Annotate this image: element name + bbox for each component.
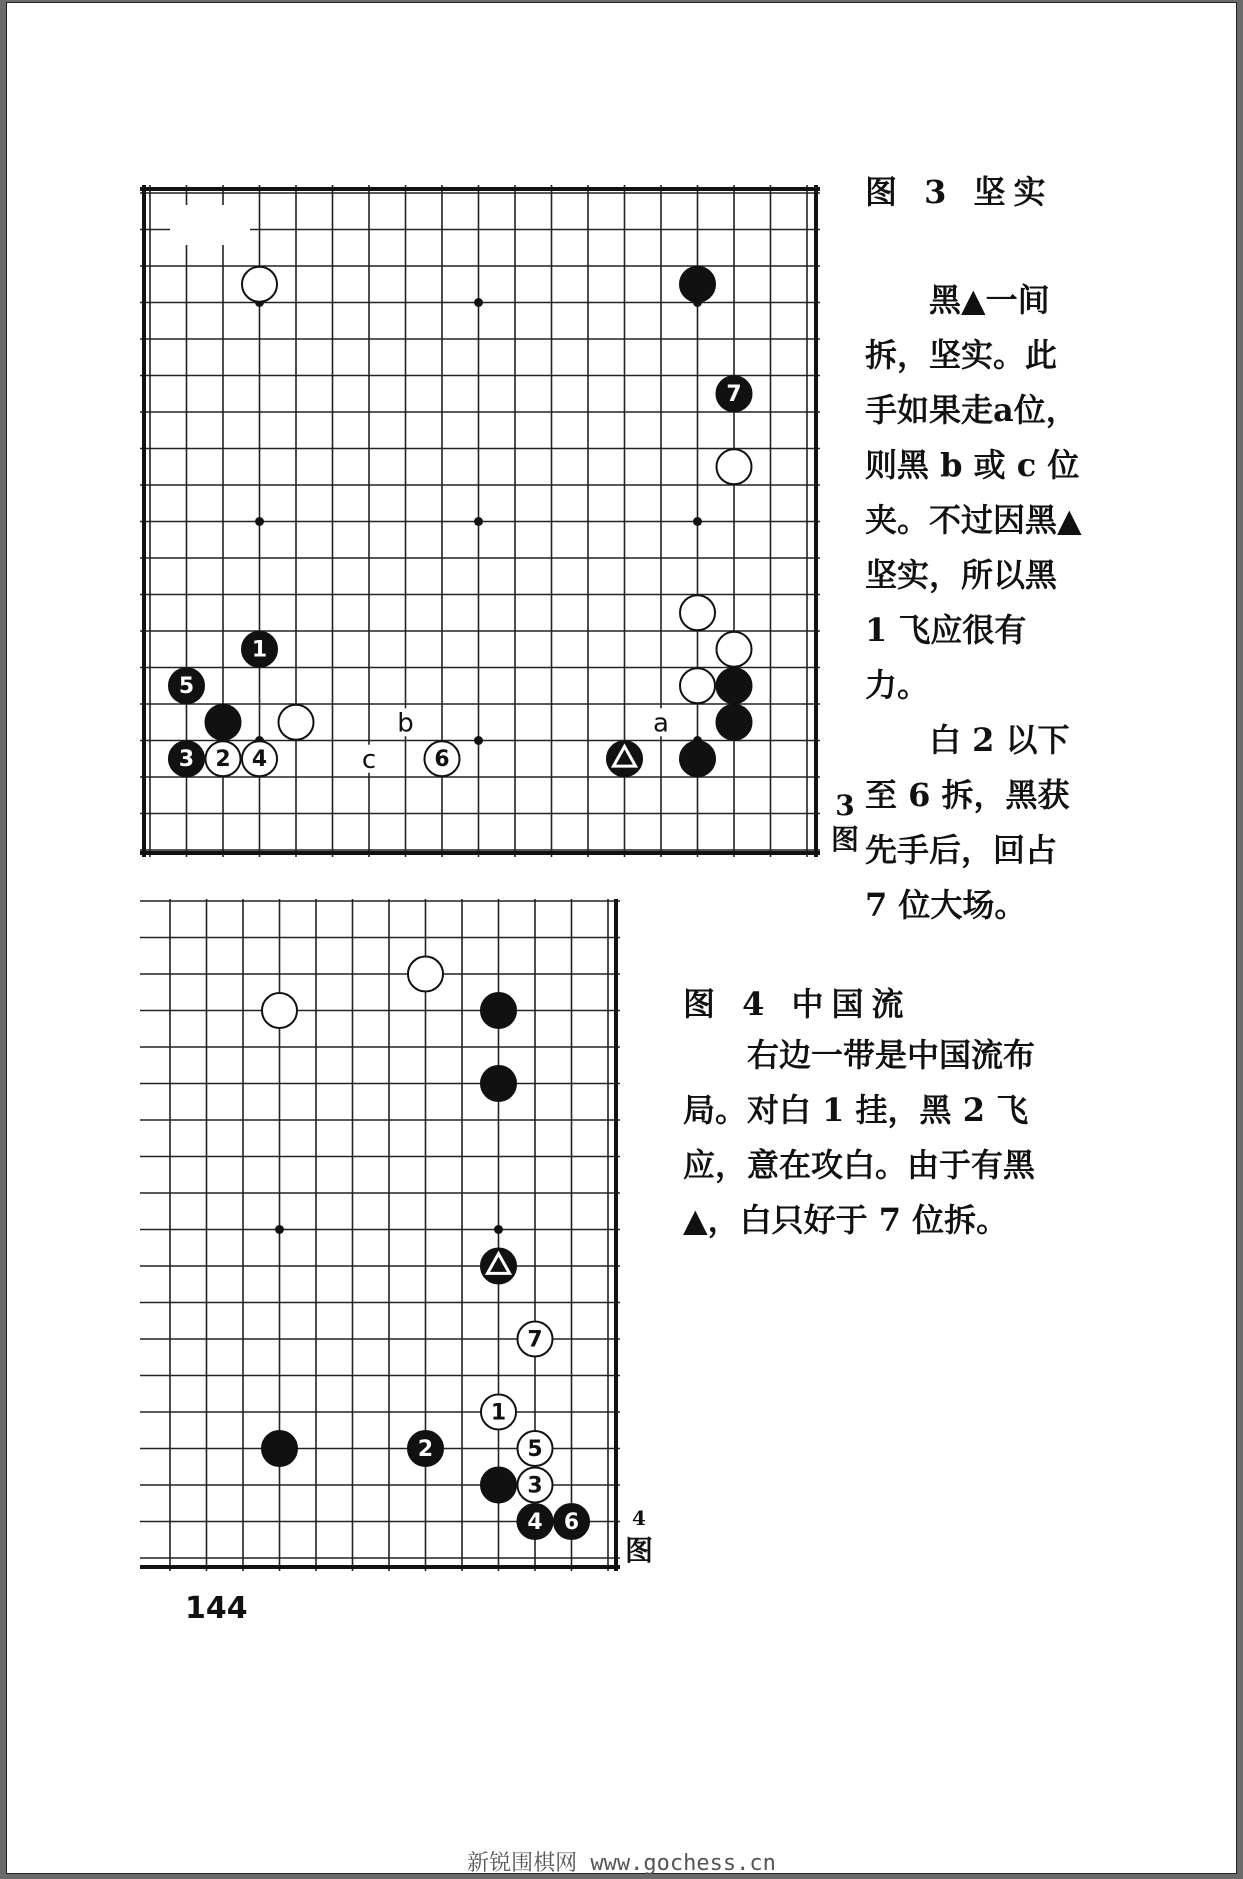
figure3-title: 图 3 坚实 — [865, 173, 1054, 211]
page-number: 144 — [185, 1591, 248, 1626]
star-point — [693, 517, 702, 526]
black-stone — [481, 1066, 516, 1101]
white-stone — [680, 595, 715, 630]
figure3-body — [865, 273, 1085, 933]
white-stone — [680, 668, 715, 703]
move-number: 7 — [527, 1327, 543, 1353]
move-number: 4 — [527, 1509, 543, 1535]
move-number: 2 — [215, 747, 231, 773]
figure4-side-number: 4 — [632, 1506, 646, 1530]
black-stone — [716, 705, 751, 740]
figure3-side-number: 3 — [835, 789, 855, 822]
white-stone — [408, 956, 443, 991]
move-number: 5 — [178, 674, 195, 700]
black-stone — [481, 1467, 516, 1502]
figure4-side-char: 图 — [624, 1534, 653, 1567]
smudge — [170, 205, 250, 245]
star-point — [474, 736, 483, 745]
white-stone — [278, 705, 313, 740]
point-letter: a — [653, 708, 669, 739]
board-bg — [140, 899, 620, 1571]
move-number: 3 — [527, 1473, 543, 1499]
move-number: 3 — [178, 747, 195, 773]
move-number: 1 — [490, 1400, 507, 1426]
book-page — [6, 2, 1237, 1874]
move-number: 5 — [527, 1436, 543, 1462]
figure4-board — [140, 899, 620, 1571]
figure3-paragraph-2: 白 2 以下至 6 拆，黑获先手后，回占 7 位大场。 — [865, 721, 1070, 924]
black-stone — [205, 705, 240, 740]
black-stone — [680, 741, 715, 776]
figure3-board — [140, 185, 820, 857]
move-number: 2 — [417, 1436, 434, 1462]
white-stone — [262, 993, 297, 1028]
figure4-svg — [140, 899, 620, 1571]
point-letter: c — [361, 744, 377, 775]
watermark: 新锐围棋网 www.gochess.cn — [467, 1851, 776, 1876]
move-number: 7 — [726, 382, 742, 408]
white-stone — [716, 449, 751, 484]
white-stone — [242, 267, 277, 302]
white-stone — [716, 632, 751, 667]
move-number: 6 — [434, 747, 450, 773]
point-letter: b — [397, 708, 414, 739]
figure4-body — [683, 1028, 1083, 1248]
star-point — [474, 517, 483, 526]
figure4-title: 图 4 中国流 — [683, 985, 912, 1023]
move-number: 1 — [251, 637, 268, 663]
star-point — [474, 298, 483, 307]
figure4-paragraph-1: 右边一带是中国流布局。对白 1 挂，黑 2 飞应，意在攻白。由于有黑▲，白只好于 7 位拆。 — [683, 1036, 1036, 1239]
black-stone — [680, 267, 715, 302]
star-point — [255, 517, 264, 526]
black-stone — [716, 668, 751, 703]
star-point — [275, 1225, 284, 1234]
figure3-side-char: 图 — [830, 823, 859, 856]
black-stone — [262, 1431, 297, 1466]
figure3-svg — [140, 185, 820, 857]
black-stone — [481, 993, 516, 1028]
move-number: 6 — [563, 1509, 580, 1535]
move-number: 4 — [251, 747, 268, 773]
star-point — [494, 1225, 503, 1234]
figure3-paragraph-1: 黑▲一间拆，坚实。此手如果走a位，则黑 b 或 c 位夹。不过因黑▲坚实，所以黑 1 飞应很有力。 — [865, 281, 1082, 704]
